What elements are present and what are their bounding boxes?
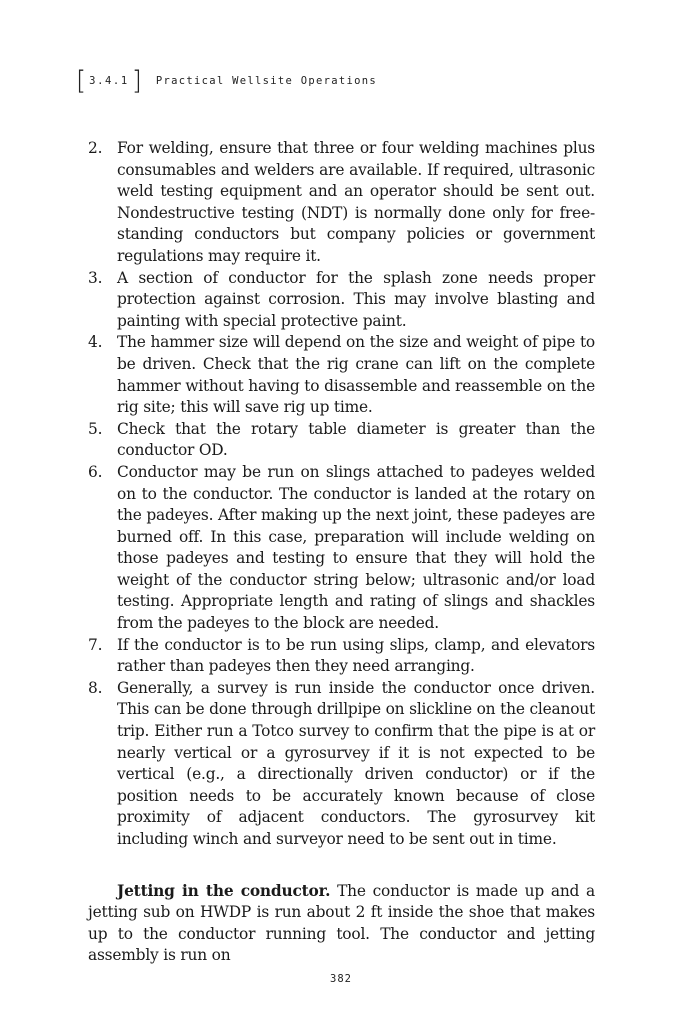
list-item-number: 3.	[88, 268, 103, 287]
body-paragraph	[88, 881, 595, 967]
list-item-text: Check that the rotary table diameter is greater than the conductor OD.	[117, 419, 595, 460]
list-item	[88, 332, 595, 418]
paragraph-text: The conductor is made up and a jetting sub on HWDP is run about 2 ft inside the shoe that makes up to the conductor running tool. The conductor and jetting assembly is run on	[88, 881, 595, 965]
list-item	[88, 678, 595, 851]
list-item-text: A section of conductor for the splash zone needs proper protection against corrosion. This may involve blasting and painting with special protective paint.	[117, 268, 595, 330]
list-item-text: If the conductor is to be run using slips, clamp, and elevators rather than padeyes then they need arranging.	[117, 635, 595, 676]
list-item	[88, 138, 595, 268]
page-body	[88, 138, 595, 982]
list-item-text: For welding, ensure that three or four welding machines plus consumables and welders are available. If required, ultrasonic weld testing equipment and an operator should be sent out. Nondestructive testing (NDT) is normally done only for free-standing conductors but company policies or government regulations may require it.	[117, 139, 595, 265]
list-item-text: Conductor may be run on slings attached to padeyes welded on to the conductor. The conductor is landed at the rotary on the padeyes. After making up the next joint, these padeyes are burned off. In this case, preparation will include welding on those padeyes and testing to ensure that they will hold the weight of the conductor string below; ultrasonic and/or load testing. Appropriate length and rating of slings and shackles from the padeyes to the block are needed.	[117, 462, 595, 633]
page-number: 382	[330, 973, 352, 985]
numbered-list	[88, 138, 595, 851]
list-item-text: Generally, a survey is run inside the conductor once driven. This can be done through drillpipe on slickline on the cleanout trip. Either run a Totco survey to confirm that the pipe is at or nearly vertical or a gyrosurvey if it is not expected to be vertical (e.g., a directionally driven conductor) or if the position needs to be accurately known because of close proximity of adjacent conductors. The gyrosurvey kit including winch and surveyor need to be sent out in time.	[117, 678, 595, 848]
list-item-number: 6.	[88, 462, 103, 481]
list-item	[88, 635, 595, 678]
section-bracket-close: ]	[131, 66, 142, 96]
running-head	[76, 66, 377, 96]
chapter-title: Practical Wellsite Operations	[155, 75, 377, 87]
list-item-number: 8.	[88, 678, 103, 697]
list-item	[88, 462, 595, 635]
paragraph-run-in-heading: Jetting in the conductor.	[117, 881, 331, 900]
list-item-number: 5.	[88, 419, 103, 438]
list-item-text: The hammer size will depend on the size and weight of pipe to be driven. Check that the rig crane can lift on the complete hammer without having to disassemble and reassemble on the rig site; this will save rig up time.	[117, 333, 595, 417]
section-number: 3.4.1	[89, 75, 129, 87]
list-item-number: 2.	[88, 139, 103, 157]
list-item	[88, 268, 595, 333]
list-item-number: 7.	[88, 635, 103, 654]
list-item	[88, 419, 595, 462]
list-item-number: 4.	[88, 333, 103, 352]
section-bracket-open: [	[76, 66, 87, 96]
